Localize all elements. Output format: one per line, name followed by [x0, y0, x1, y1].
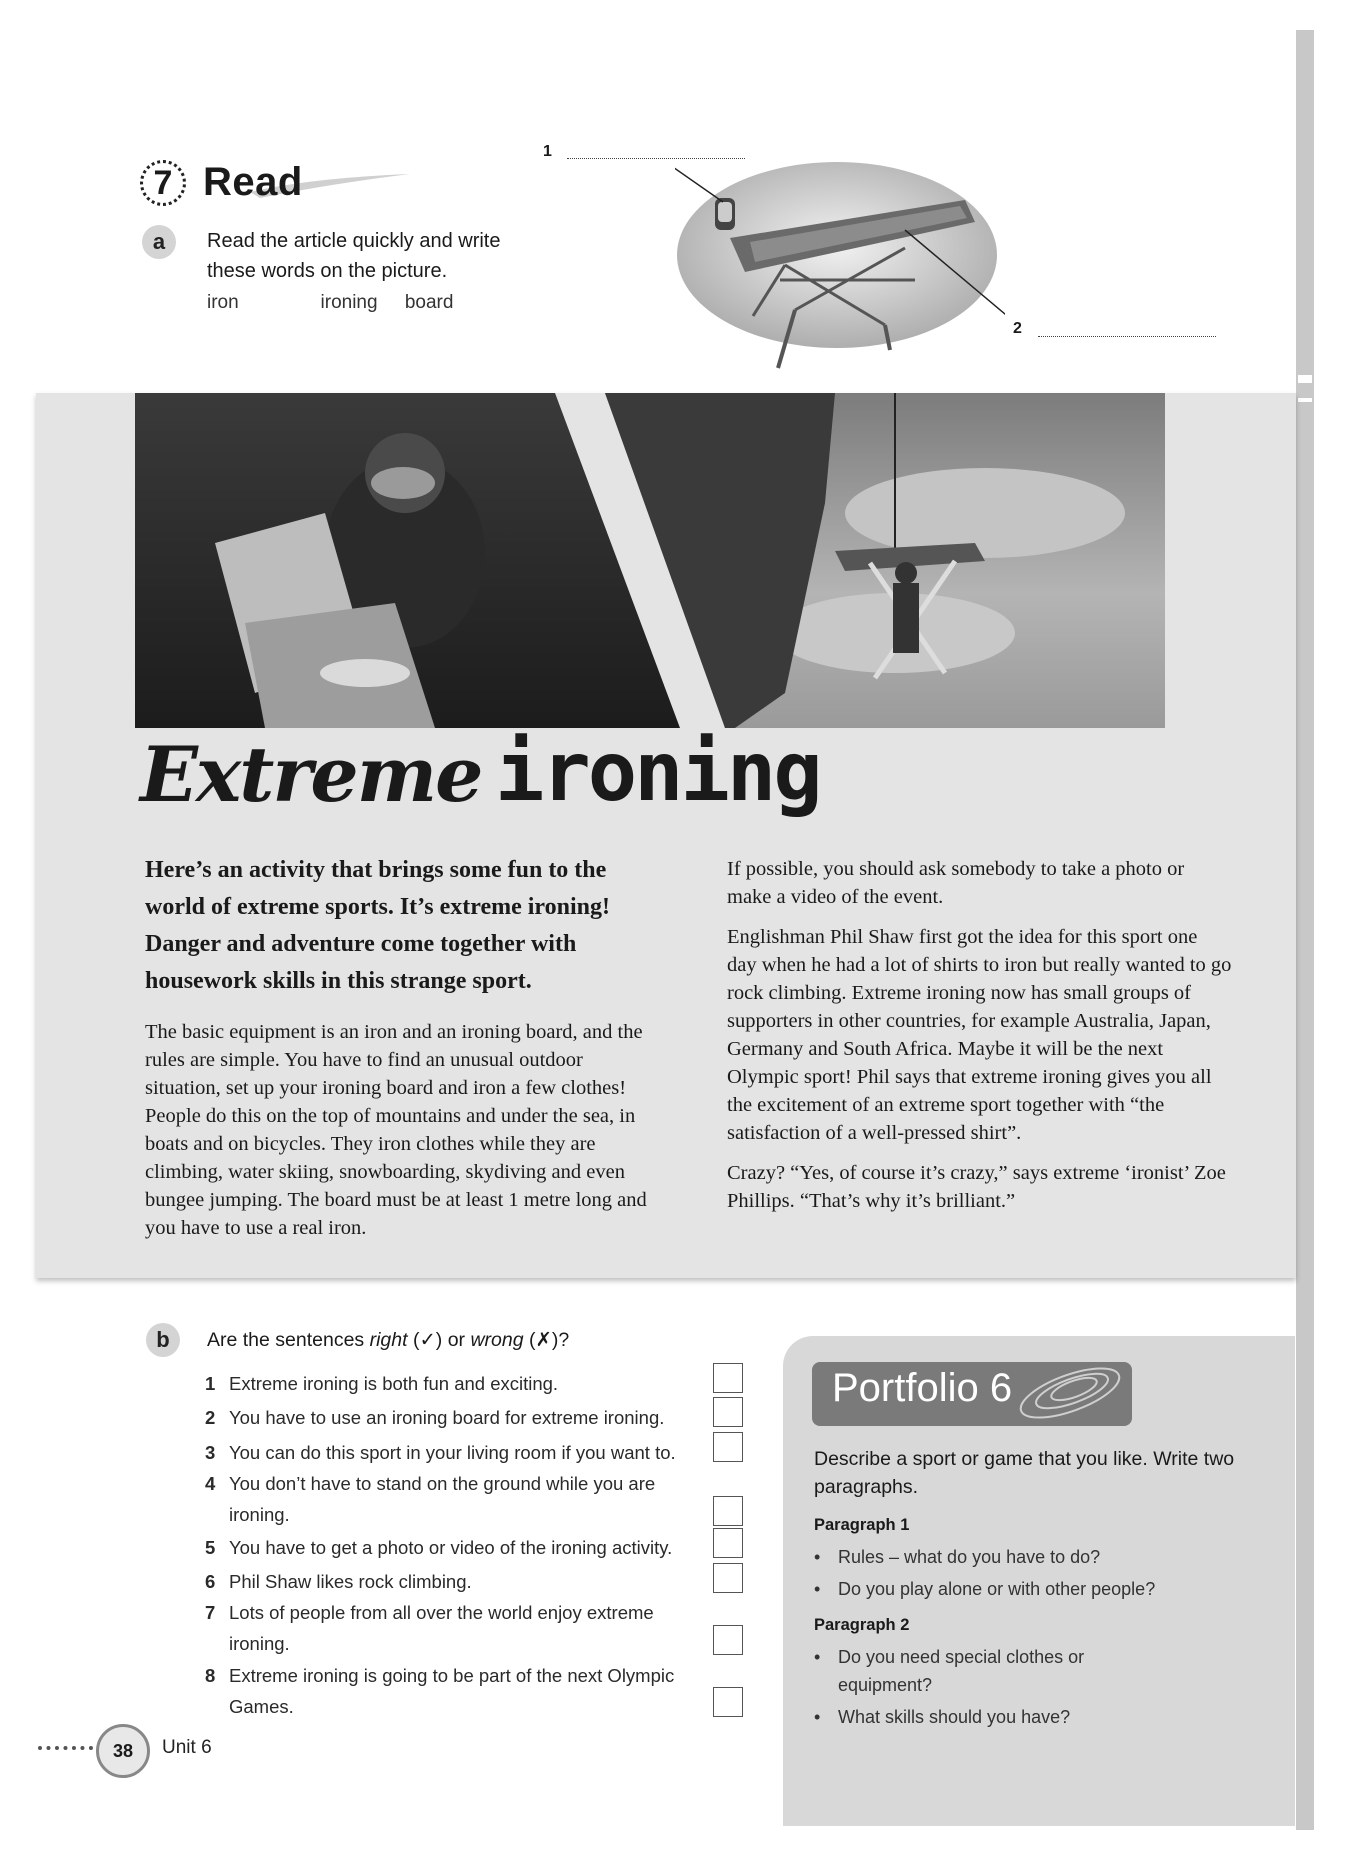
- unit-label: Unit 6: [162, 1737, 212, 1758]
- answer-checkbox-4[interactable]: [713, 1496, 743, 1526]
- exercise-b-instruction: [207, 1325, 569, 1355]
- article-body-right: [727, 855, 1232, 1227]
- wrong-mark: (✗)?: [523, 1329, 570, 1351]
- article-paragraph: Crazy? “Yes, of course it’s crazy,” says extreme ‘ironist’ Zoe Phillips. “That’s why it’s brilliant.”: [727, 1162, 1226, 1212]
- page-number: 38: [96, 1724, 150, 1778]
- section-title: Read: [203, 160, 303, 204]
- answer-checkbox-8[interactable]: [713, 1687, 743, 1717]
- article-lead: Here’s an activity that brings some fun to the world of extreme sports. It’s extreme ironing! Danger and adventure come together with housework skills in this strange sport.: [145, 857, 610, 994]
- item-number: 7: [205, 1602, 216, 1623]
- item-text: You can do this sport in your living room if you want to.: [229, 1442, 676, 1463]
- page-edge-tab: [1296, 30, 1314, 1830]
- item-number: 1: [205, 1373, 216, 1394]
- list-item: [205, 1402, 725, 1433]
- list-item: [205, 1437, 725, 1468]
- article-photos: [135, 393, 1165, 728]
- answer-checkbox-6[interactable]: [713, 1563, 743, 1593]
- portfolio-intro: Describe a sport or game that you like. Write two paragraphs.: [814, 1448, 1235, 1498]
- exercise-a-instruction-2: these words on the picture.: [207, 260, 448, 282]
- item-text: You have to use an ironing board for extreme ironing.: [229, 1407, 665, 1428]
- item-number: 2: [205, 1407, 216, 1428]
- item-text: You don’t have to stand on the ground while you are ironing.: [229, 1473, 656, 1525]
- right-mark: (✓) or: [407, 1329, 471, 1351]
- answer-checkbox-1[interactable]: [713, 1363, 743, 1393]
- article-paragraph: Englishman Phil Shaw first got the idea for this sport one day when he had a lot of shirts to iron but really wanted to go rock climbing. Extreme ironing now has small groups of supporters in other countries, for example Australia, Japan, Germany and South Africa. Maybe it will be the next Olympic sport! Phil says that extreme ironing gives you all the excitement of an extreme sport together with “the satisfaction of a well-pressed shirt”.: [727, 926, 1232, 1144]
- portfolio-content: [814, 1445, 1254, 1731]
- ironing-board-image: [675, 160, 1005, 375]
- portfolio-title: Portfolio 6: [832, 1366, 1013, 1410]
- bullet-text: Rules – what do you have to do?: [838, 1547, 1101, 1567]
- answer-checkbox-7[interactable]: [713, 1625, 743, 1655]
- list-item: [205, 1566, 725, 1597]
- headline-ironing: ironing: [495, 725, 820, 820]
- instruction-text: Are the sentences: [207, 1329, 370, 1351]
- item-number: 6: [205, 1571, 216, 1592]
- item-text: You have to get a photo or video of the ironing activity.: [229, 1537, 673, 1558]
- list-item: [205, 1597, 680, 1659]
- item-text: Phil Shaw likes rock climbing.: [229, 1571, 472, 1592]
- item-text: Extreme ironing is going to be part of the next Olympic Games.: [229, 1665, 675, 1717]
- list-item: • What skills should you have?: [814, 1703, 1254, 1731]
- bullet-text: Do you play alone or with other people?: [838, 1579, 1156, 1599]
- item-text: Lots of people from all over the world enjoy extreme ironing.: [229, 1602, 654, 1654]
- article-paragraph: If possible, you should ask somebody to take a photo or make a video of the event.: [727, 858, 1185, 908]
- list-item: [205, 1468, 680, 1530]
- paragraph-1-heading: Paragraph 1: [814, 1516, 910, 1534]
- list-item: [205, 1532, 725, 1563]
- section-number: 7: [140, 160, 186, 206]
- list-item: • Do you play alone or with other people?: [814, 1575, 1254, 1603]
- answer-line-2[interactable]: [1038, 335, 1216, 337]
- answer-checkbox-2[interactable]: [713, 1397, 743, 1427]
- item-number: 3: [205, 1442, 216, 1463]
- footer-dots: [38, 1746, 93, 1754]
- headline-extreme: Extreme: [140, 730, 482, 819]
- right-word: right: [369, 1329, 408, 1351]
- edge-notch: [1298, 398, 1312, 402]
- exercise-a-words: iron ironing board: [207, 292, 454, 313]
- article-body-left: The basic equipment is an iron and an ironing board, and the rules are simple. You have to find an unusual outdoor situation, set up your ironing board and iron a few clothes! People do this on the top of mountains and under the sea, in boats and on bicycles. They iron clothes while they are climbing, water skiing, snowboarding, skydiving and even bungee jumping. The board must be at least 1 metre long and you have to use a real iron.: [145, 1021, 647, 1239]
- answer-line-1[interactable]: [567, 157, 745, 159]
- edge-notch: [1298, 375, 1312, 383]
- list-item: [205, 1660, 705, 1722]
- item-text: Extreme ironing is both fun and exciting.: [229, 1373, 559, 1394]
- list-item: [205, 1368, 725, 1399]
- bullet-text: What skills should you have?: [838, 1707, 1071, 1727]
- wrong-word: wrong: [470, 1329, 524, 1351]
- item-number: 5: [205, 1537, 216, 1558]
- item-number: 8: [205, 1665, 216, 1686]
- list-item: • Rules – what do you have to do?: [814, 1543, 1254, 1571]
- paragraph-2-heading: Paragraph 2: [814, 1616, 910, 1634]
- exercise-a-instruction-1: Read the article quickly and write: [207, 230, 501, 252]
- picture-label-2: 2: [1013, 320, 1022, 337]
- swirl-decoration: [1010, 1358, 1130, 1428]
- answer-checkbox-5[interactable]: [713, 1528, 743, 1558]
- picture-label-1: 1: [543, 143, 552, 160]
- list-item: • Do you need special clothes or equipment?: [814, 1643, 1114, 1699]
- bullet-text: Do you need special clothes or equipment?: [838, 1647, 1085, 1695]
- exercise-b-badge: b: [146, 1323, 180, 1357]
- exercise-a-badge: a: [142, 225, 176, 259]
- answer-checkbox-3[interactable]: [713, 1432, 743, 1462]
- item-number: 4: [205, 1473, 216, 1494]
